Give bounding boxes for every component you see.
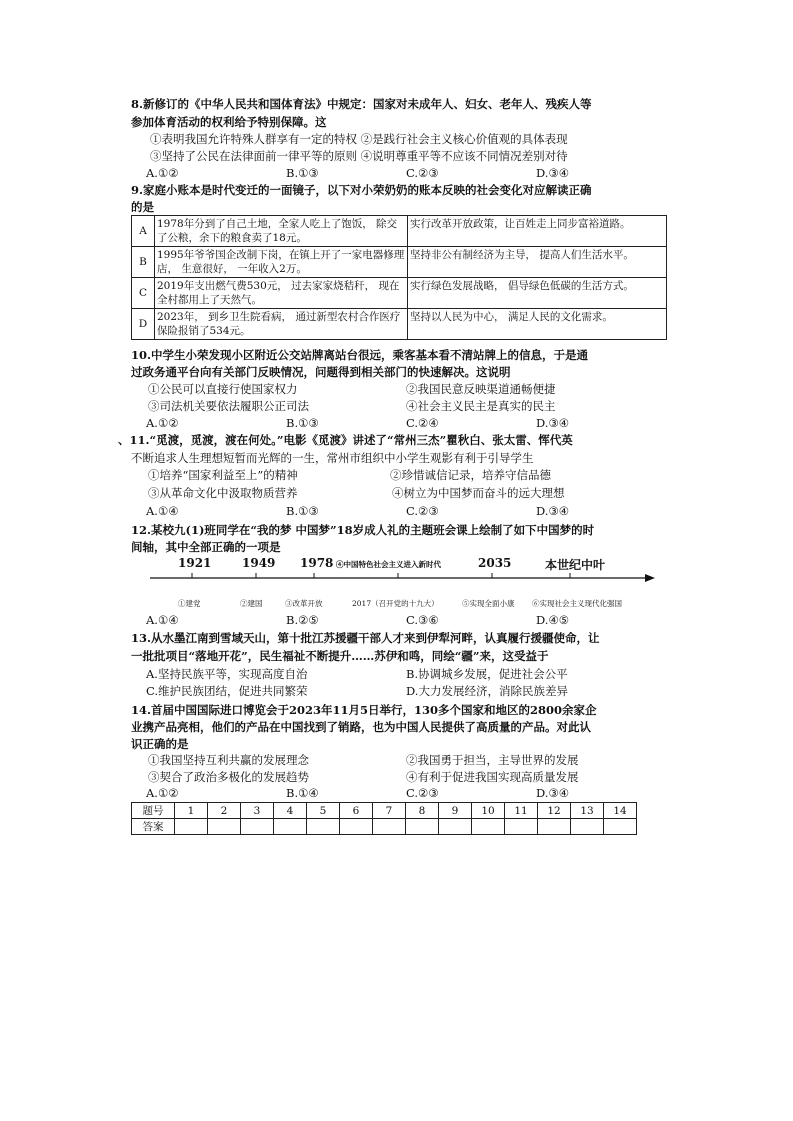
q14-statement-4: ④有利于促进我国实现高质量发展	[406, 770, 579, 784]
q8-option-c[interactable]: C.②③	[406, 166, 439, 180]
q10-option-b[interactable]: B.①③	[286, 416, 319, 430]
q9-row-left: 1978年分到了自己土地，全家人吃上了饱饭， 除交了公粮，余下的粮食卖了18元。	[155, 216, 408, 247]
q10-stem-line1: 10.中学生小荣发现小区附近公交站牌离站台很远，乘客基本看不清站牌上的信息，于是通	[131, 348, 589, 362]
q14-option-d[interactable]: D.③④	[536, 786, 570, 800]
q8-stem-line2: 参加体育活动的权利给予特别保障。这	[131, 115, 327, 129]
timeline-event-4: 2017（召开党的十九大）	[352, 599, 439, 608]
q10-statement-1: ①公民可以直接行使国家权力	[148, 382, 298, 396]
answer-cell[interactable]	[472, 819, 505, 835]
q8-stem-line1: 8.新修订的《中华人民共和国体育法》中规定：国家对未成年人、妇女、老年人、残疾人等	[131, 97, 592, 111]
q11-stem-line2: 不断追求人生理想短暂而光辉的一生，常州市组织中小学生观影有利于引导学生	[131, 451, 534, 465]
timeline-year-1949: 1949	[242, 556, 276, 570]
question-number: 9	[439, 803, 472, 819]
q9-row-right: 坚持以人民为中心， 满足人民的文化需求。	[408, 309, 667, 340]
answer-table-header-label: 题号	[132, 803, 175, 819]
q8-option-a[interactable]: A.①②	[146, 166, 179, 180]
q11-option-d[interactable]: D.③④	[536, 504, 570, 518]
answer-cell[interactable]	[208, 819, 241, 835]
question-number: 6	[340, 803, 373, 819]
q11-stem-line1: 、11.“觅渡，觅渡，渡在何处。”电影《觅渡》讲述了“常州三杰”瞿秋白、张太雷、恽代英	[118, 433, 573, 447]
q9-row-left: 2023年， 到乡卫生院看病， 通过新型农村合作医疗保险报销了534元。	[155, 309, 408, 340]
q14-statement-2: ②我国勇于担当，主导世界的发展	[406, 753, 579, 767]
q9-table	[131, 215, 667, 340]
question-number: 1	[175, 803, 208, 819]
q14-statement-3: ③契合了政治多极化的发展趋势	[148, 770, 309, 784]
answer-table-answer-row	[132, 819, 637, 835]
q8-statements-1: ①表明我国允许特殊人群享有一定的特权 ②是践行社会主义核心价值观的具体表现	[150, 132, 568, 146]
q8-option-b[interactable]: B.①③	[286, 166, 319, 180]
q12-option-a[interactable]: A.①④	[146, 613, 179, 627]
q11-statement-4: ④树立为中国梦而奋斗的远大理想	[392, 486, 565, 500]
timeline-new-era: ④中国特色社会主义进入新时代	[336, 560, 441, 569]
q10-statement-3: ③司法机关要依法履职公正司法	[148, 399, 309, 413]
q9-row-c	[132, 278, 667, 309]
q9-row-key[interactable]: C	[132, 278, 155, 309]
q13-stem-line1: 13.从水墨江南到雪域天山，第十批江苏援疆干部人才来到伊犁河畔，认真履行援疆使命，让	[131, 631, 600, 645]
q14-option-a[interactable]: A.①②	[146, 786, 179, 800]
q12-option-b[interactable]: B.②⑤	[286, 613, 319, 627]
q9-row-right: 实行绿色发展战略， 倡导绿色低碳的生活方式。	[408, 278, 667, 309]
question-number: 11	[505, 803, 538, 819]
question-number: 13	[571, 803, 604, 819]
q12-stem-line2: 间轴，其中全部正确的一项是	[131, 540, 281, 554]
answer-table-header-row	[132, 803, 637, 819]
q12-option-d[interactable]: D.④⑤	[536, 613, 570, 627]
q13-stem-line2: 一批批项目“落地开花”，民生福祉不断提升……苏伊和鸣，同绘“疆”来，这受益于	[131, 649, 549, 663]
timeline-event-1: ①建党	[178, 599, 201, 608]
question-number: 8	[406, 803, 439, 819]
timeline-arrowhead	[645, 574, 655, 582]
q12-timeline	[140, 556, 660, 616]
answer-cell[interactable]	[538, 819, 571, 835]
answer-cell[interactable]	[241, 819, 274, 835]
timeline-event-2: ②建国	[240, 599, 263, 608]
timeline-event-3: ③改革开放	[285, 599, 323, 608]
q9-row-key[interactable]: A	[132, 216, 155, 247]
answer-cell[interactable]	[175, 819, 208, 835]
timeline-mid-century: 本世纪中叶	[545, 558, 606, 572]
timeline-year-2035: 2035	[478, 556, 512, 570]
q11-statement-1: ①培养“国家利益至上”的精神	[148, 468, 298, 482]
q14-stem-line3: 识正确的是	[131, 737, 189, 751]
q9-row-left: 1995年爷爷国企改制下岗，在镇上开了一家电器修理店， 生意很好， 一年收入2万。	[155, 247, 408, 278]
q11-option-a[interactable]: A.①④	[146, 504, 179, 518]
answer-cell[interactable]	[340, 819, 373, 835]
q10-statement-2: ②我国民意反映渠道通畅便捷	[406, 382, 556, 396]
q11-statement-3: ③从革命文化中汲取物质营养	[148, 486, 298, 500]
q14-statement-1: ①我国坚持互利共赢的发展理念	[148, 753, 309, 767]
timeline-event-6: ⑥实现社会主义现代化强国	[532, 599, 622, 608]
question-number: 7	[373, 803, 406, 819]
question-number: 12	[538, 803, 571, 819]
q10-option-c[interactable]: C.②④	[406, 416, 439, 430]
q10-option-a[interactable]: A.①②	[146, 416, 179, 430]
q13-option-d[interactable]: D.大力发展经济，消除民族差异	[406, 684, 568, 698]
q12-stem-line1: 12.某校九(1)班同学在“我的梦 中国梦”18岁成人礼的主题班会课上绘制了如下中国梦的时	[131, 523, 595, 537]
q9-row-right: 坚持非公有制经济为主导， 提高人们生活水平。	[408, 247, 667, 278]
question-number: 10	[472, 803, 505, 819]
question-number: 4	[274, 803, 307, 819]
answer-cell[interactable]	[274, 819, 307, 835]
q14-option-c[interactable]: C.②③	[406, 786, 439, 800]
q11-statement-2: ②珍惜诚信记录，培养守信品德	[390, 468, 551, 482]
q14-stem-line1: 14.首届中国国际进口博览会于2023年11月5日举行，130多个国家和地区的2800余家企	[131, 703, 597, 717]
q9-row-key[interactable]: B	[132, 247, 155, 278]
q9-stem-line1: 9.家庭小账本是时代变迁的一面镜子，以下对小荣奶奶的账本反映的社会变化对应解读正确	[131, 183, 592, 197]
q9-row-key[interactable]: D	[132, 309, 155, 340]
q9-row-d	[132, 309, 667, 340]
timeline-year-1921: 1921	[178, 556, 212, 570]
answer-table-answer-label: 答案	[132, 819, 175, 835]
answer-cell[interactable]	[307, 819, 340, 835]
q12-option-c[interactable]: C.③⑥	[406, 613, 439, 627]
q9-stem-line2: 的是	[131, 200, 154, 214]
answer-cell[interactable]	[373, 819, 406, 835]
answer-cell[interactable]	[406, 819, 439, 835]
answer-cell[interactable]	[571, 819, 604, 835]
q8-option-d[interactable]: D.③④	[536, 166, 570, 180]
answer-cell[interactable]	[604, 819, 637, 835]
q13-option-a[interactable]: A.坚持民族平等，实现高度自治	[146, 667, 308, 681]
question-number: 14	[604, 803, 637, 819]
q9-row-right: 实行改革开放政策，让百姓走上同步富裕道路。	[408, 216, 667, 247]
q8-statements-2: ③坚持了公民在法律面前一律平等的原则 ④说明尊重平等不应该不同情况差别对待	[150, 149, 568, 163]
q14-option-b[interactable]: B.①④	[286, 786, 319, 800]
question-number: 3	[241, 803, 274, 819]
q10-option-d[interactable]: D.③④	[536, 416, 570, 430]
question-number: 5	[307, 803, 340, 819]
q11-option-c[interactable]: C.②③	[406, 504, 439, 518]
answer-cell[interactable]	[439, 819, 472, 835]
q13-option-c[interactable]: C.维护民族团结，促进共同繁荣	[146, 684, 308, 698]
timeline-event-5: ⑤实现全面小康	[462, 599, 515, 608]
timeline-axis	[140, 568, 660, 592]
q9-row-a	[132, 216, 667, 247]
answer-cell[interactable]	[505, 819, 538, 835]
q14-stem-line2: 业携产品亮相，他们的产品在中国找到了销路，也为中国人民提供了高质量的产品。对此认	[131, 720, 591, 734]
q9-row-left: 2019年支出燃气费530元， 过去家家烧秸秆， 现在全村都用上了天然气。	[155, 278, 408, 309]
q9-row-b	[132, 247, 667, 278]
timeline-year-1978: 1978	[300, 556, 334, 570]
q10-stem-line2: 过政务通平台向有关部门反映情况，问题得到相关部门的快速解决。这说明	[131, 365, 511, 379]
q11-option-b[interactable]: B.①③	[286, 504, 319, 518]
q10-statement-4: ④社会主义民主是真实的民主	[406, 399, 556, 413]
question-number: 2	[208, 803, 241, 819]
q13-option-b[interactable]: B.协调城乡发展，促进社会公平	[406, 667, 568, 681]
answer-table	[131, 802, 637, 835]
